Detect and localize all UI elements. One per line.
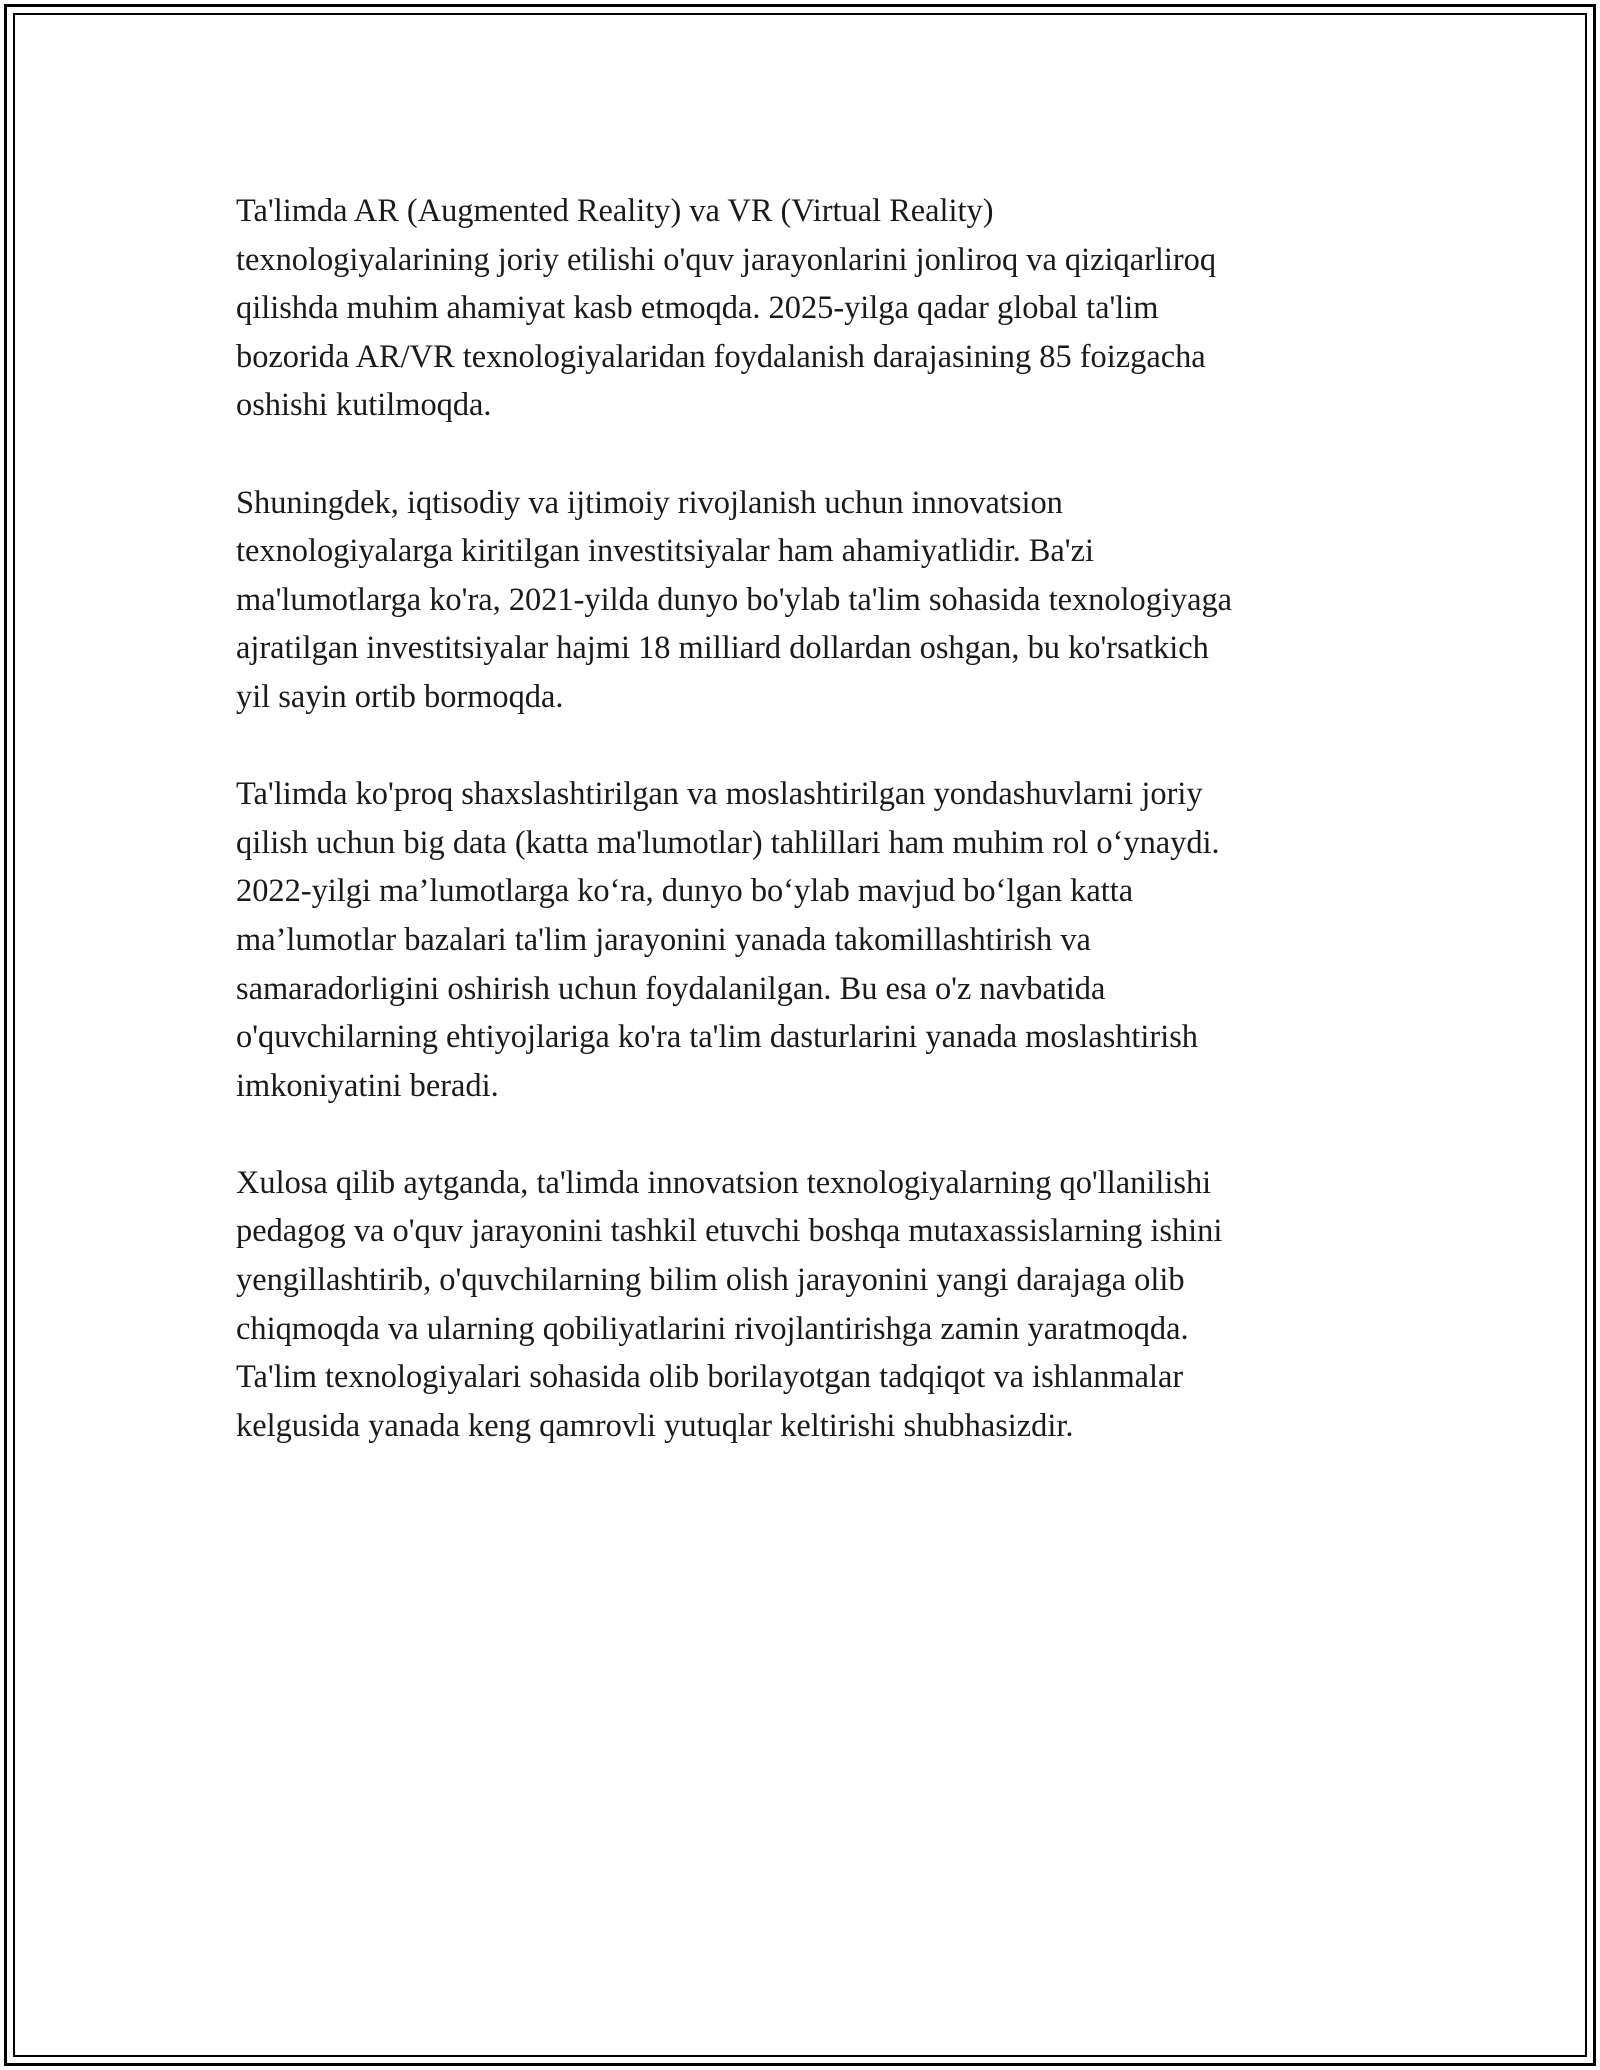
text-line: ma'lumotlarga ko'ra, 2021-yilda dunyo bo'ylab ta'lim sohasida texnologiyaga	[236, 581, 1233, 618]
text-line: yengillashtirib, o'quvchilarning bilim olish jarayonini yangi darajaga olib	[236, 1262, 1185, 1299]
paragraph-investments	[236, 479, 1366, 722]
paragraph-conclusion	[236, 1159, 1366, 1451]
text-line: kelgusida yanada keng qamrovli yutuqlar keltirishi shubhasizdir.	[236, 1407, 1074, 1444]
text-line: ma’lumotlar bazalari ta'lim jarayonini yanada takomillashtirish va	[236, 921, 1091, 958]
text-line: ajratilgan investitsiyalar hajmi 18 milliard dollardan oshgan, bu ko'rsatkich	[236, 630, 1209, 667]
text-line: Ta'limda AR (Augmented Reality) va VR (Virtual Reality)	[236, 193, 994, 229]
text-line: 2022-yilgi ma’lumotlarga ko‘ra, dunyo bo‘ylab mavjud bo‘lgan katta	[236, 873, 1134, 910]
text-line: imkoniyatini beradi.	[236, 1067, 499, 1104]
text-line: texnologiyalarga kiritilgan investitsiyalar ham ahamiyatlidir. Ba'zi	[236, 533, 1094, 570]
document-body	[236, 187, 1366, 1499]
text-line: samaradorligini oshirish uchun foydalanilgan. Bu esa o'z navbatida	[236, 970, 1106, 1007]
text-line: qilishda muhim ahamiyat kasb etmoqda. 2025-yilga qadar global ta'lim	[236, 290, 1159, 327]
text-line: Ta'lim texnologiyalari sohasida olib borilayotgan tadqiqot va ishlanmalar	[236, 1359, 1184, 1396]
text-line: bozorida AR/VR texnologiyalaridan foydalanish darajasining 85 foizgacha	[236, 338, 1206, 375]
text-line: chiqmoqda va ularning qobiliyatlarini rivojlantirishga zamin yaratmoqda.	[236, 1310, 1189, 1347]
text-line: qilish uchun big data (katta ma'lumotlar) tahlillari ham muhim rol o‘ynaydi.	[236, 824, 1220, 861]
paragraph-big-data	[236, 770, 1366, 1110]
text-line: Ta'limda ko'proq shaxslashtirilgan va moslashtirilgan yondashuvlarni joriy	[236, 776, 1203, 813]
text-line: texnologiyalarining joriy etilishi o'quv jarayonlarini jonliroq va qiziqarliroq	[236, 241, 1217, 278]
paragraph-ar-vr	[236, 187, 1366, 430]
text-line: yil sayin ortib bormoqda.	[236, 678, 564, 715]
text-line: Shuningdek, iqtisodiy va ijtimoiy rivojlanish uchun innovatsion	[236, 484, 1063, 521]
text-line: oshishi kutilmoqda.	[236, 387, 492, 424]
text-line: pedagog va o'quv jarayonini tashkil etuvchi boshqa mutaxassislarning ishini	[236, 1213, 1223, 1250]
text-line: Xulosa qilib aytganda, ta'limda innovatsion texnologiyalarning qo'llanilishi	[236, 1164, 1212, 1201]
text-line: o'quvchilarning ehtiyojlariga ko'ra ta'lim dasturlarini yanada moslashtirish	[236, 1019, 1198, 1056]
